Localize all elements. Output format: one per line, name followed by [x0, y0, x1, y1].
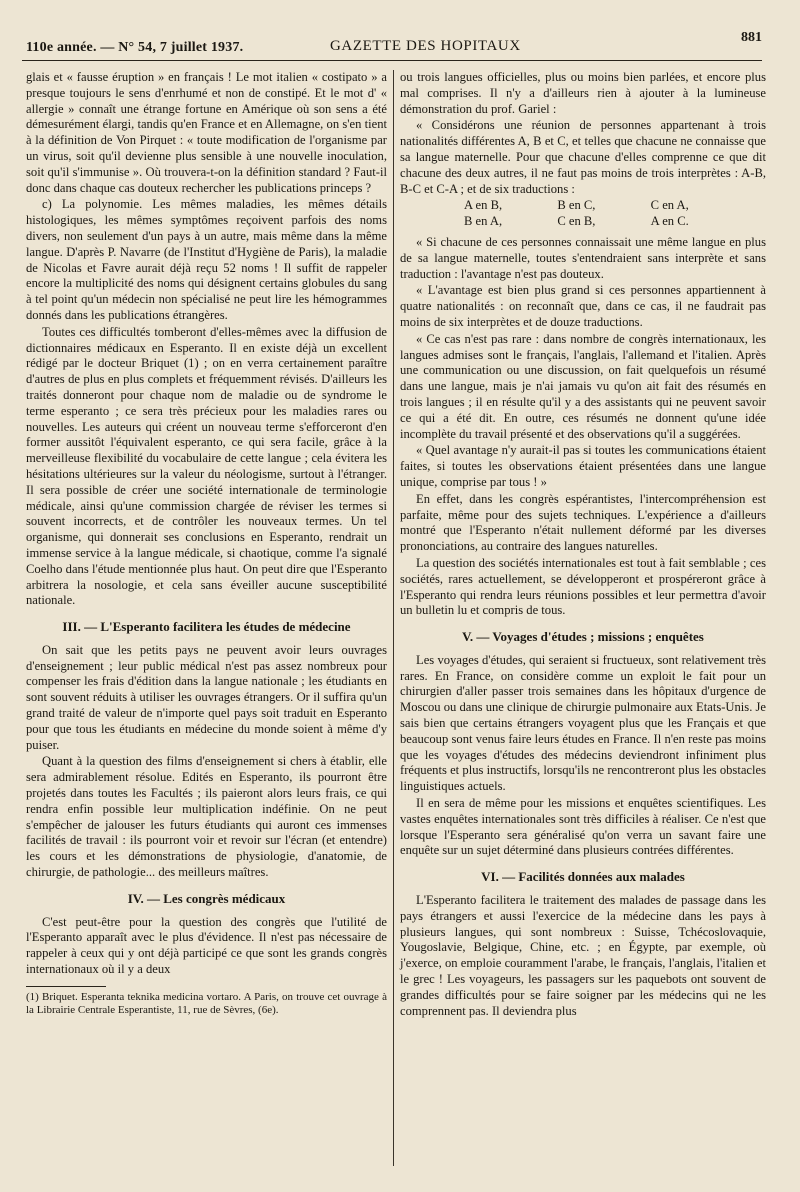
right-column	[400, 70, 766, 1020]
paragraph: L'Esperanto facilitera le traitement des malades de passage dans les pays étrangers et aussi l'exercice de la médecine dans les pays à plusieurs langues, qui sont nombreux : Suisse, Tchécoslovaquie, Yougoslavie, Belgique, Chine, etc. ; en Égypte, par exemple, où j'exerce, on emploie couramment l'arabe, le français, l'anglais, l'italien et le grec ! Les voyageurs, les passagers sur les paquebots ont souvent de grandes difficultés pour se faire soigner par les médecins qui ne les comprennent pas. Il deviendra plus	[400, 893, 766, 1018]
paragraph: ou trois langues officielles, plus ou moins bien parlées, et encore plus mal comprises. Il n'y a d'ailleurs rien à ajouter à la lumineuse démonstration du prof. Gariel :	[400, 70, 766, 116]
journal-title: GAZETTE DES HOPITAUX	[330, 38, 521, 54]
paragraph: « L'avantage est bien plus grand si ces personnes appartiennent à quatre nationalités : on reconnaît que, dans ce cas, il ne faudrait pas moins de six interprètes et de douze traductions.	[400, 283, 766, 329]
paragraph: « Quel avantage n'y aurait-il pas si toutes les communications étaient faites, si toutes les observations étaient présentées dans une langue unique, comprise par tous ! »	[400, 443, 766, 489]
table-cell: B en C,	[557, 198, 596, 213]
paragraph: « Si chacune de ces personnes connaissait une même langue en plus de sa langue maternelle, toutes s'entendraient sans interprète et sans traduction : l'avantage n'est pas douteux.	[400, 234, 766, 281]
page-number: 881	[741, 30, 762, 45]
paragraph: glais et « fausse éruption » en français ! Le mot italien « costipato » a presque toujours le sens d'enrhumé et non de constipé. Et le mot d' « allergie » connaît une étrange fortune en Amérique où son sens a été démesurément élargi, tandis qu'en France et en Allemagne, on s'en tient à la définition de Von Pirquet : « toute modification de l'organisme par un virus, soit qu'il devienne plus sensible à une nouvelle inoculation, soit qu'il s'immunise ». Où trouvera-t-on la définition standard ? Faut-il donc dans chaque cas douteux rechercher les publications princeps ?	[26, 70, 387, 195]
paragraph: Les voyages d'études, qui seraient si fructueux, sont relativement très rares. En France, on considère comme un exploit le fait pour un chirurgien d'aller passer trois semaines dans les hôpitaux d'urgence de Moscou ou dans une clinique de chirurgie pulmonaire aux Etats-Unis. Je sais bien que certains étrangers voyagent plus que les Français et que beaucoup sont venus faire leurs études en France. Il n'en reste pas moins que les voyages d'études des médecins deviendront infiniment plus fréquents et plus instructifs, lorsqu'ils ne rencontreront plus les obstacles linguistiques actuels.	[400, 652, 766, 794]
table-cell: C en A,	[650, 198, 689, 213]
section-heading-4: IV. — Les congrès médicaux	[127, 890, 286, 906]
section-heading-5: V. — Voyages d'études ; missions ; enquêtes	[462, 629, 704, 645]
paragraph: Quant à la question des films d'enseignement si chers à établir, elle sera admirablement résolue. Edités en Esperanto, ils pourront être projetés dans toutes les Facultés ; ils paieront alors leurs frais, ce qui rendra enfin possible leur multiplication indéfinie. On ne peut s'empêcher de jalouser les futurs étudiants qui auront ces immenses facilités de travail : ils pourront voir et revoir sur l'écran (et entendre) les cours et les démonstrations de physiologie, d'anatomie, de chirurgie, de pathologie... des meilleurs maîtres.	[26, 754, 387, 880]
paragraph: c) La polynomie. Les mêmes maladies, les mêmes détails histologiques, les mêmes symptômes reçoivent parfois des noms divers, non seulement d'un pays à un autre, mais même dans la même langue. D'après P. Navarre (de l'Institut d'Hygiène de Paris), la maladie de Nicolas et Favre aurait déjà reçu 52 noms ! Il suffit de rappeler encore la multiplicité des noms qui désignent certains globules du sang à tel point qu'un médecin non spécialisé ne peut lire les hémogrammes donnés dans les publications étrangères.	[26, 197, 387, 322]
paragraph: « Ce cas n'est pas rare : dans nombre de congrès internationaux, les langues admises sont le français, l'anglais, l'allemand et l'italien. Après une communication ou une discussion, on fait quelquefois un résumé dans une langue, mais je n'ai jamais vu qu'on ait fait des résumés en trois langues ; il en résulte qu'il y a des assistants qui ne peuvent savoir ce qui a été dit. En outre, ces résumés ne donnent qu'une idée incomplète du travail présenté et des observations qu'il a suggérées.	[400, 331, 766, 441]
table-cell: A en B,	[464, 198, 503, 213]
table-cell: B en A,	[464, 214, 503, 229]
paragraph: On sait que les petits pays ne peuvent avoir leurs ouvrages d'enseignement ; leur public médical n'est pas assez nombreux pour compenser les frais d'édition dans la langue nationale ; les étudiants en sont souvent réduits à utiliser les ouvrages étrangers. Or il suffira qu'un grand traité de valeur de n'importe quel pays soit traduit en Esperanto pour que tous les étudiants en médecine du monde soient à même d'y puiser.	[26, 642, 387, 752]
paragraph: Toutes ces difficultés tomberont d'elles-mêmes avec la diffusion de dictionnaires médicaux en Esperanto. Il en existe déjà un excellent rédigé par le docteur Briquet (1) ; on en verra certainement paraître d'autres de plus en plus complets et fréquemment révisés. D'ailleurs les traités donneront pour chaque nom de maladie ou de syndrome le terme esperanto ; ce sera très précieux pour les maladies rares ou nouvelles. Les auteurs qui créent un nouveau terme s'efforceront d'en former aussitôt l'équivalent esperanto, ce qui sera facile, grâce à la merveilleuse flexibilité du vocabulaire de cette langue ; cela évitera les hésitations ultérieures sur la valeur du néologisme, surtout à l'étranger. Il sera possible de créer une société internationale de terminologie médicale, ainsi qu'une commission chargée de réviser les termes si souvent incorrects, et de contrôler les nouveaux termes. Un tel organisme, qui donnerait ses conclusions en Esperanto, rendrait un immense service à la langue médicale, si chaotique, comme l'a signalé Coelho dans l'étude mentionnée plus haut. On peut dire que l'Esperanto arbitrera la nosologie, et cela sans éveiller aucune susceptibilité nationale.	[26, 324, 387, 608]
section-heading-6: VI. — Facilités données aux malades	[481, 869, 685, 885]
paragraph: En effet, dans les congrès espérantistes, l'intercompréhension est parfaite, même pour des sujets techniques. L'expérience a d'ailleurs montré que l'Esperanto n'était nullement déformé par les diverses prononciations, au contraire des langues naturelles.	[400, 491, 766, 554]
left-column	[26, 70, 387, 1018]
footnote: (1) Briquet. Esperanta teknika medicina vortaro. A Paris, on trouve cet ouvrage à la Librairie Centrale Esperantiste, 11, rue de Sèvres, (6e).	[26, 990, 387, 1016]
paragraph: « Considérons une réunion de personnes appartenant à trois nationalités différentes A, B et C, et telles que chacune ne connaisse que sa langue maternelle. Pour que chacune d'elles comprenne ce que dit chacune des deux autres, il ne faut pas moins de trois interprètes : A-B, B-C et C-A ; et de six traductions :	[400, 118, 766, 196]
section-heading-3: III. — L'Esperanto facilitera les études de médecine	[62, 619, 351, 635]
translations-table	[400, 198, 766, 230]
page-header	[22, 30, 762, 61]
table-cell: A en C.	[650, 214, 689, 229]
paragraph: La question des sociétés internationales est tout à fait semblable ; ces sociétés, rares actuellement, se développeront et prospéreront grâce à l'Esperanto qui rendra leurs réunions possibles et leur permettra d'avoir un bulletin lu et compris de tous.	[400, 555, 766, 618]
issue-info: 110e année. — N° 54, 7 juillet 1937.	[26, 40, 244, 55]
table-cell: C en B,	[557, 214, 596, 229]
column-divider	[393, 70, 394, 1166]
paragraph: Il en sera de même pour les missions et enquêtes scientifiques. Les vastes enquêtes internationales sont très difficiles à réaliser. Ce n'est que lorsque l'Esperanto sera généralisé qu'on verra un savant faire une enquête sur un sujet déterminé dans plusieurs contrées différentes.	[400, 796, 766, 858]
paragraph: C'est peut-être pour la question des congrès que l'utilité de l'Esperanto apparaît avec le plus d'évidence. Il n'est pas nécessaire de rappeler à ceux qui y ont déjà participé ce que sont les grands congrès internationaux où il y a deux	[26, 914, 387, 977]
footnote-rule	[26, 986, 106, 987]
